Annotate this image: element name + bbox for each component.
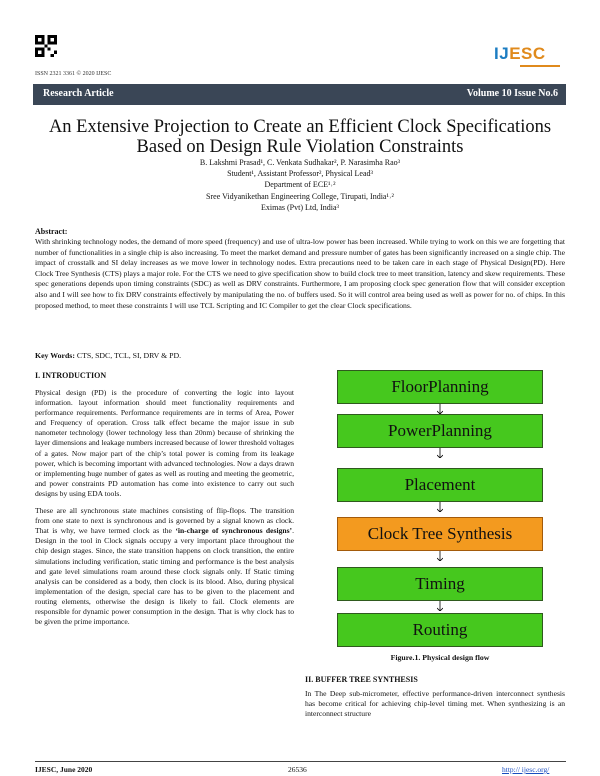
flow-step-routing: Routing xyxy=(337,613,543,647)
page-number: 26536 xyxy=(288,765,307,774)
flow-step-floorplanning: FloorPlanning xyxy=(337,370,543,404)
keywords-text: CTS, SDC, TCL, SI, DRV & PD. xyxy=(76,351,182,360)
volume-issue: Volume 10 Issue No.6 xyxy=(466,88,558,99)
section-heading-introduction: I. INTRODUCTION xyxy=(35,371,107,380)
logo-part1: IJ xyxy=(494,44,510,63)
qr-code xyxy=(35,35,57,57)
flow-arrow-icon xyxy=(437,601,443,611)
buffer-tree-paragraph: In The Deep sub-micrometer, effective performance-driven interconnect synthesis has become critical for achieving chip-level timing met. When synthesizing is an interconnect structure xyxy=(305,689,565,719)
article-type: Research Article xyxy=(43,88,114,99)
flow-step-powerplanning: PowerPlanning xyxy=(337,414,543,448)
intro-paragraph-2 xyxy=(35,506,294,627)
intro-p2-start: These are all synchronous state machines consisting of flip-flops. The transition from one state to next is synchronous and is governed by a signal known as clock. That is why, we have termed clock as the xyxy=(35,506,294,536)
footer-divider xyxy=(35,761,566,762)
keywords-label: Key Words: xyxy=(35,351,75,360)
abstract-text: With shrinking technology nodes, the demand of more speed (frequency) and use of ultra-low power has been increased. While trying to work on this we are forgetting that number of functionalities in a single chip is also increasing. To meet the market demand and pressure number of gates has been significantly increased on a single chip. The impact of crosstalk and SI delay increases as we move lower in technology nodes. Extra precautions need to be taken care in each stage of Physical Design(PD). Here Clock Tree Synthesis (CTS) plays a major role. For the CTS we need to give specification show to build clock tree to meet transition, latency and skew requirements. These spec generations depends upon timing constraints (SDC) as well as DRV constraints. Furthermore, I am proposing clock spec generation flow that will consider exception also and I will see how to fix DRV constraints effectively by manipulating the no. of buffers used. So it will control area being used as well as power for no. of chips. In this proposed method, to meet these constraints I will use TCL Scripting and IC Compiler to get the clear Clock specifications. xyxy=(35,237,565,310)
header-banner xyxy=(33,84,566,105)
design-flow-figure xyxy=(330,370,550,660)
authors-dept: Department of ECE¹˒² xyxy=(264,180,336,190)
flow-step-clock-tree-synthesis: Clock Tree Synthesis xyxy=(337,517,543,551)
logo-underline xyxy=(520,65,560,67)
intro-p2-rest: . Design in the tool in Clock signals occupy a very important place throughout the chip design stages. Since, the state transition happens on clock transition, the entire simulations including verification, static timing and performance is the best analysis and gate level simulations roam around these clock signals only. If Static timing analysis can be considered as a body, then clock is its blood. Also, during physical implementation of the design, special care has to be given to the placement and routing elements, otherwise the design is likely to fail. Clock elements are responsible for dynamic power consumption in the design. That is why clock has to be given the prime importance. xyxy=(35,526,294,627)
abstract-heading: Abstract: xyxy=(35,227,68,236)
authors-company: Eximas (Pvt) Ltd, India³ xyxy=(261,202,339,212)
authors-college: Sree Vidyanikethan Engineering College, Tirupati, India¹˒² xyxy=(206,191,394,201)
flow-arrow-icon xyxy=(437,448,443,458)
intro-paragraph-1: Physical design (PD) is the procedure of converting the logic into layout information. layout information should meet functionality requirements and performance requirements. Performance requirements are in terms of Area, Power and Frequency of operation. Cross talk effect became the major issue in sub nanometer technology (lower technology less than 20nm) because of shrinking the layer dimensions and leakage numbers increased because of lower threshold voltages of a gates. Now major part of the chip’s total power is coming from its leakage power, which is becoming important with advanced technologies. Now a days drawn or implementing huge number of gates as well as routing and meeting the geometric, and power constraints PD automation has come into existence to carry out such designs by using EDA tools. xyxy=(35,388,294,498)
authors-names: B. Lakshmi Prasad¹, C. Venkata Sudhakar², P. Narasimha Rao³ xyxy=(199,158,401,167)
intro-p2-emphasis: ‘in-charge of synchronous designs’ xyxy=(175,526,293,536)
paper-title: An Extensive Projection to Create an Efficient Clock Specifications Based on Design Rule Violation Constraints xyxy=(48,117,552,157)
left-column xyxy=(35,388,294,634)
issn-line: ISSN 2321 3361 © 2020 IJESC xyxy=(35,71,112,77)
journal-url-link[interactable]: http:// ijesc.org/ xyxy=(502,765,550,774)
journal-logo xyxy=(494,44,546,64)
logo-part2: ESC xyxy=(509,44,546,63)
flow-arrow-icon xyxy=(437,404,443,414)
author-block xyxy=(40,157,560,213)
section-heading-buffer-tree: II. BUFFER TREE SYNTHESIS xyxy=(305,675,418,684)
footer-journal-date: IJESC, June 2020 xyxy=(35,765,93,774)
flow-arrow-icon xyxy=(437,551,443,561)
figure-caption: Figure.1. Physical design flow xyxy=(390,653,490,662)
authors-roles: Student¹, Assistant Professor², Physical Lead³ xyxy=(227,169,373,179)
flow-arrow-icon xyxy=(437,502,443,512)
flow-step-placement: Placement xyxy=(337,468,543,502)
flow-step-timing: Timing xyxy=(337,567,543,601)
keywords xyxy=(35,351,565,360)
